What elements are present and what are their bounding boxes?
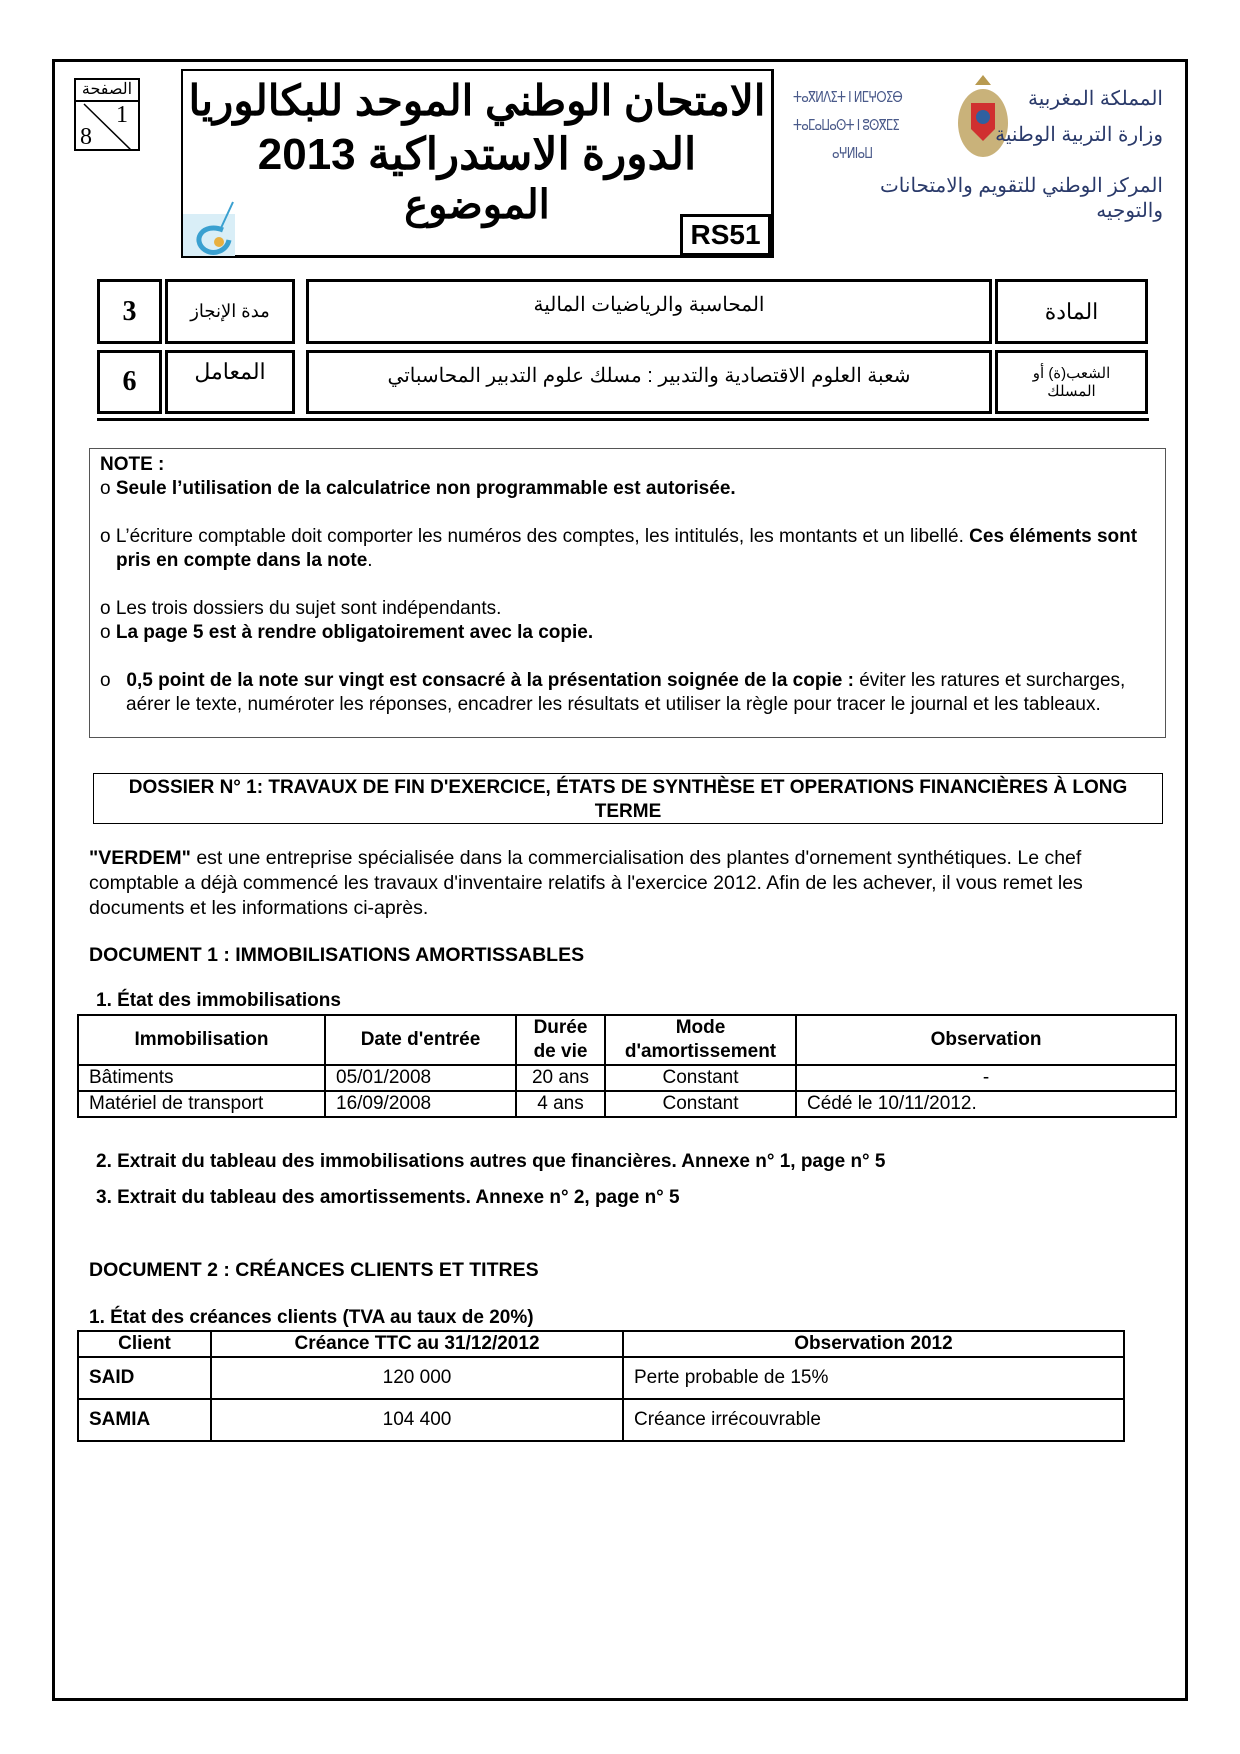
table-header-row: [78, 1015, 1176, 1065]
exam-title: الامتحان الوطني الموحد للبكالوريا: [188, 77, 766, 124]
duration-label: مدة الإنجاز: [165, 279, 295, 344]
coef-value: 6: [97, 350, 162, 414]
cell: 4 ans: [516, 1091, 605, 1117]
exam-logo-icon: [183, 200, 241, 256]
tifinagh-text: [793, 83, 902, 167]
document-2-subtitle: 1. État des créances clients (TVA au taux de 20%): [89, 1307, 534, 1328]
cell: -: [796, 1065, 1176, 1091]
cell: Perte probable de 15%: [623, 1357, 1124, 1399]
ministry-line: وزارة التربية الوطنية: [995, 124, 1163, 146]
cell: Créance irrécouvrable: [623, 1399, 1124, 1441]
session-title: الدورة الاستدراكية 2013: [257, 130, 697, 179]
branch-value: شعبة العلوم الاقتصادية والتدبير : مسلك علوم التدبير المحاسباتي: [306, 350, 992, 414]
col-header: Date d'entrée: [325, 1015, 516, 1065]
cell: Cédé le 10/11/2012.: [796, 1091, 1176, 1117]
ministry-name: [995, 81, 1163, 153]
subject-label: المادة: [995, 279, 1148, 344]
table-row: [78, 1091, 1176, 1117]
note-item: o 0,5 point de la note sur vingt est consacré à la présentation soignée de la copie : éviter les ratures et surcharges, aérer le texte, numéroter les réponses, encadrer les résultats et utiliser la règle pour tracer le journal et les tableaux.: [100, 670, 1126, 715]
kingdom-name: المملكة المغربية: [1028, 88, 1163, 110]
tifinagh-line: ⴰⵖⵍⵏⴰⵡ: [832, 144, 873, 162]
document-1-subtitle: 1. État des immobilisations: [96, 990, 341, 1011]
cell: Constant: [605, 1065, 796, 1091]
cell: 20 ans: [516, 1065, 605, 1091]
page-number-box: [74, 78, 140, 151]
document-1-item-3: 3. Extrait du tableau des amortissements. Annexe n° 2, page n° 5: [96, 1187, 680, 1208]
cell: 16/09/2008: [325, 1091, 516, 1117]
dossier-title: DOSSIER N° 1: TRAVAUX DE FIN D'EXERCICE, ÉTATS DE SYNTHÈSE ET OPERATIONS FINANCIÈRES À LONG TERME: [93, 773, 1163, 824]
document-1-item-2: 2. Extrait du tableau des immobilisations autres que financières. Annexe n° 1, page n° 5: [96, 1151, 886, 1172]
tifinagh-line: ⵜⴰⵎⴰⵡⴰⵙⵜ ⵏ ⵓⵙⴳⵎⵉ: [793, 116, 899, 134]
intro-paragraph: "VERDEM" est une entreprise spécialisée dans la commercialisation des plantes d'ornement synthétiques. Le chef comptable a déjà commencé les travaux d'inventaire relatifs à l'exercice 2012. Afin de les achever, il vous remet les documents et les informations ci-après.: [89, 847, 1083, 919]
document-1-title: DOCUMENT 1 : IMMOBILISATIONS AMORTISSABLES: [89, 944, 585, 966]
col-header: Observation 2012: [623, 1331, 1124, 1357]
duration-value: 3: [97, 279, 162, 344]
subject-label: الموضوع: [404, 183, 550, 227]
tifinagh-line: ⵜⴰⴳⵍⴷⵉⵜ ⵏ ⵍⵎⵖⵔⵉⴱ: [793, 88, 903, 106]
cell: Constant: [605, 1091, 796, 1117]
note-item: o Seule l’utilisation de la calculatrice non programmable est autorisée.: [100, 478, 736, 499]
cell: Bâtiments: [78, 1065, 325, 1091]
page-total: 8: [80, 124, 92, 150]
note-box: [89, 448, 1166, 738]
cell: SAID: [78, 1357, 211, 1399]
table-row: [78, 1399, 1124, 1441]
table-header-row: [78, 1331, 1124, 1357]
receivables-table: [77, 1330, 1125, 1442]
page-label: الصفحة: [76, 80, 138, 102]
coef-label: المعامل: [165, 350, 295, 414]
cell: Matériel de transport: [78, 1091, 325, 1117]
note-item: o Les trois dossiers du sujet sont indépendants.: [100, 598, 502, 619]
ministry-header: [793, 73, 1163, 222]
header-divider: [97, 418, 1149, 421]
document-2-title: DOCUMENT 2 : CRÉANCES CLIENTS ET TITRES: [89, 1259, 539, 1281]
col-header: Immobilisation: [78, 1015, 325, 1065]
note-item: o La page 5 est à rendre obligatoirement avec la copie.: [100, 622, 594, 643]
cell: SAMIA: [78, 1399, 211, 1441]
cell: 120 000: [211, 1357, 623, 1399]
cell: 05/01/2008: [325, 1065, 516, 1091]
table-row: [78, 1065, 1176, 1091]
col-header: Mode d'amortissement: [605, 1015, 796, 1065]
exam-code: RS51: [680, 214, 771, 256]
col-header: Durée de vie: [516, 1015, 605, 1065]
subject-value: المحاسبة والرياضيات المالية: [306, 279, 992, 344]
branch-label: الشعب(ة) أو المسلك: [995, 350, 1148, 414]
center-name: المركز الوطني للتقويم والامتحانات والتوجيه: [879, 175, 1163, 222]
col-header: Client: [78, 1331, 211, 1357]
cell: 104 400: [211, 1399, 623, 1441]
page-current: 1: [116, 102, 128, 128]
col-header: Créance TTC au 31/12/2012: [211, 1331, 623, 1357]
fixed-assets-table: [77, 1014, 1177, 1118]
note-item: o L’écriture comptable doit comporter les numéros des comptes, les intitulés, les montants et un libellé. Ces éléments sont pris en compte dans la note.: [100, 526, 1138, 571]
table-row: [78, 1357, 1124, 1399]
note-title: NOTE :: [100, 454, 165, 475]
col-header: Observation: [796, 1015, 1176, 1065]
